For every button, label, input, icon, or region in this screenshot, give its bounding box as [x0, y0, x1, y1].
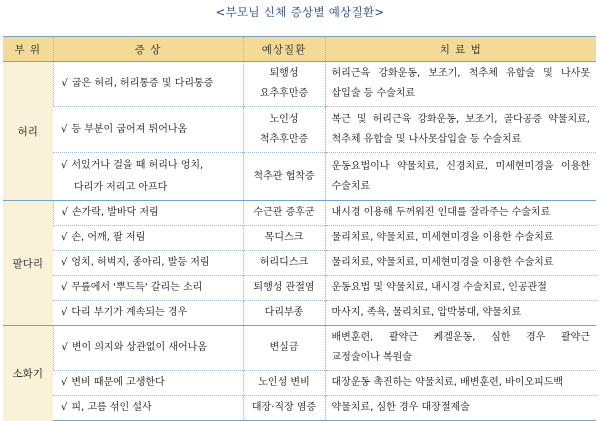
symptom-cell	[53, 153, 243, 201]
treatment-line: 운동요법 및 약물치료, 내시경 수술치료, 인공관절	[331, 282, 547, 293]
table-row	[3, 326, 596, 371]
treatment-cell	[325, 371, 596, 396]
disease-cell	[243, 396, 325, 421]
symptom-cell	[53, 62, 243, 107]
check-icon: √	[61, 232, 68, 243]
disease-line: 퇴행성	[269, 68, 299, 79]
disease-cell	[243, 371, 325, 396]
treatment-line: 물리치료, 약물치료, 미세현미경을 이용한 수술치료	[331, 257, 554, 268]
symptom-cell	[53, 251, 243, 276]
header-symptom: 증 상	[53, 37, 243, 62]
check-icon: √	[61, 78, 68, 89]
table-row	[3, 62, 596, 107]
treatment-cell	[325, 62, 596, 107]
check-icon: √	[61, 377, 68, 388]
symptom-cell	[53, 226, 243, 251]
symptom-line: √ 서있거나 걸을 때 허리나 엉치,	[61, 159, 204, 171]
treatment-line: 삽입술 등 수술치료	[331, 88, 416, 99]
disease-cell	[243, 276, 325, 301]
check-icon: √	[61, 207, 68, 218]
symptom-cell	[53, 276, 243, 301]
symptom-disease-table	[3, 36, 596, 421]
treatment-cell	[325, 153, 596, 201]
symptom-line: √ 등 부분이 굽어져 튀어나옴	[61, 123, 188, 135]
treatment-cell	[325, 396, 596, 421]
treatment-cell	[325, 201, 596, 226]
header-disease: 예상질환	[243, 37, 325, 62]
disease-line: 척추관 협착증	[253, 170, 315, 182]
disease-line: 척추후만증	[259, 133, 309, 145]
disease-cell	[243, 62, 325, 107]
table-row	[3, 226, 596, 251]
table-row	[3, 201, 596, 226]
symptom-cell	[53, 396, 243, 421]
treatment-line: 내시경 이용해 두꺼워진 인대를 잘라주는 수술치료	[331, 207, 551, 218]
treatment-line: 대장운동 촉진하는 약물치료, 배변훈련, 바이오피드백	[331, 377, 564, 388]
symptom-cell	[53, 326, 243, 371]
treatment-line: 교정술이나 복원술	[331, 352, 412, 363]
treatment-line: 마사지, 족욕, 물리치료, 압박붕대, 약물치료	[331, 307, 522, 318]
table-row	[3, 396, 596, 421]
disease-line: 노인성	[269, 113, 299, 125]
table-row	[3, 301, 596, 326]
disease-cell	[243, 301, 325, 326]
body-part-cell: 허리	[3, 62, 53, 201]
disease-line: 다리부종	[264, 307, 304, 318]
treatment-cell	[325, 326, 596, 371]
disease-cell	[243, 153, 325, 201]
table-row	[3, 107, 596, 153]
treatment-line: 수술치료	[331, 180, 371, 192]
symptom-cell	[53, 201, 243, 226]
header-treatment: 치 료 법	[325, 37, 596, 62]
treatment-line: 척추체 유합술 및 나사못삽입술 등 수술치료	[331, 133, 522, 145]
symptom-cell	[53, 301, 243, 326]
check-icon: √	[61, 257, 68, 268]
symptom-line: √ 엉치, 허벅지, 종아리, 발등 저림	[61, 257, 210, 268]
disease-line: 퇴행성 관절염	[253, 282, 315, 293]
body-part-cell: 소화기	[3, 326, 53, 421]
symptom-line: √ 피, 고름 섞인 설사	[61, 402, 152, 413]
disease-cell	[243, 107, 325, 153]
symptom-line: √ 굽은 허리, 허리통증 및 다리통증	[61, 78, 214, 89]
treatment-cell	[325, 226, 596, 251]
disease-line: 대장·직장 염증	[251, 402, 317, 413]
symptom-line: √ 변이 의지와 상관없이 새어나옴	[61, 342, 207, 353]
disease-line: 노인성 변비	[258, 377, 310, 388]
check-icon: √	[61, 402, 68, 413]
treatment-line: 운동요법이나 약물치료, 신경치료, 미세현미경을 이용한	[331, 160, 590, 172]
disease-cell	[243, 326, 325, 371]
disease-line: 허리디스크	[259, 257, 309, 268]
page-title: <부모님 신체 증상별 예상질환>	[215, 5, 385, 19]
treatment-cell	[325, 251, 596, 276]
treatment-cell	[325, 107, 596, 153]
symptom-line: √ 무릎에서 '뿌드득' 갈리는 소리	[61, 282, 203, 293]
treatment-line: 복근 및 허리근육 강화운동, 보조기, 골다공증 약물치료,	[331, 113, 590, 125]
disease-cell	[243, 201, 325, 226]
table-row	[3, 371, 596, 396]
symptom-cell	[53, 371, 243, 396]
disease-cell	[243, 251, 325, 276]
check-icon: √	[61, 282, 68, 293]
treatment-line: 배변훈련, 괄약근 케겔운동, 심한 경우 괄약근	[331, 332, 590, 343]
symptom-line: √ 손, 어깨, 팔 저림	[61, 232, 146, 243]
body-part-cell: 팔다리	[3, 201, 53, 326]
symptom-line: 다리가 저리고 아프다	[74, 181, 168, 193]
table-row	[3, 251, 596, 276]
disease-line: 목디스크	[264, 232, 304, 243]
symptom-line: √ 변비 때문에 고생한다	[61, 377, 165, 388]
symptom-line: √ 손가락, 발바닥 저림	[61, 207, 159, 218]
treatment-cell	[325, 276, 596, 301]
table-header-row	[3, 37, 596, 62]
disease-cell	[243, 226, 325, 251]
symptom-cell	[53, 107, 243, 153]
header-part: 부 위	[3, 37, 53, 62]
disease-line: 수근관 증후군	[253, 207, 315, 218]
table-row	[3, 153, 596, 201]
check-icon: √	[61, 307, 68, 318]
treatment-line: 허리근육 강화운동, 보조기, 척추체 유합술 및 나사못	[331, 68, 590, 79]
disease-line: 요추후만증	[259, 88, 309, 99]
treatment-line: 약물치료, 심한 경우 대장절제술	[331, 402, 470, 413]
check-icon: √	[61, 123, 68, 135]
check-icon: √	[61, 342, 68, 353]
check-icon: √	[61, 159, 68, 171]
treatment-line: 물리치료, 약물치료, 미세현미경을 이용한 수술치료	[331, 232, 554, 243]
table-row	[3, 276, 596, 301]
symptom-line: √ 다리 부기가 계속되는 경우	[61, 307, 188, 318]
disease-line: 변실금	[269, 342, 299, 353]
treatment-cell	[325, 301, 596, 326]
